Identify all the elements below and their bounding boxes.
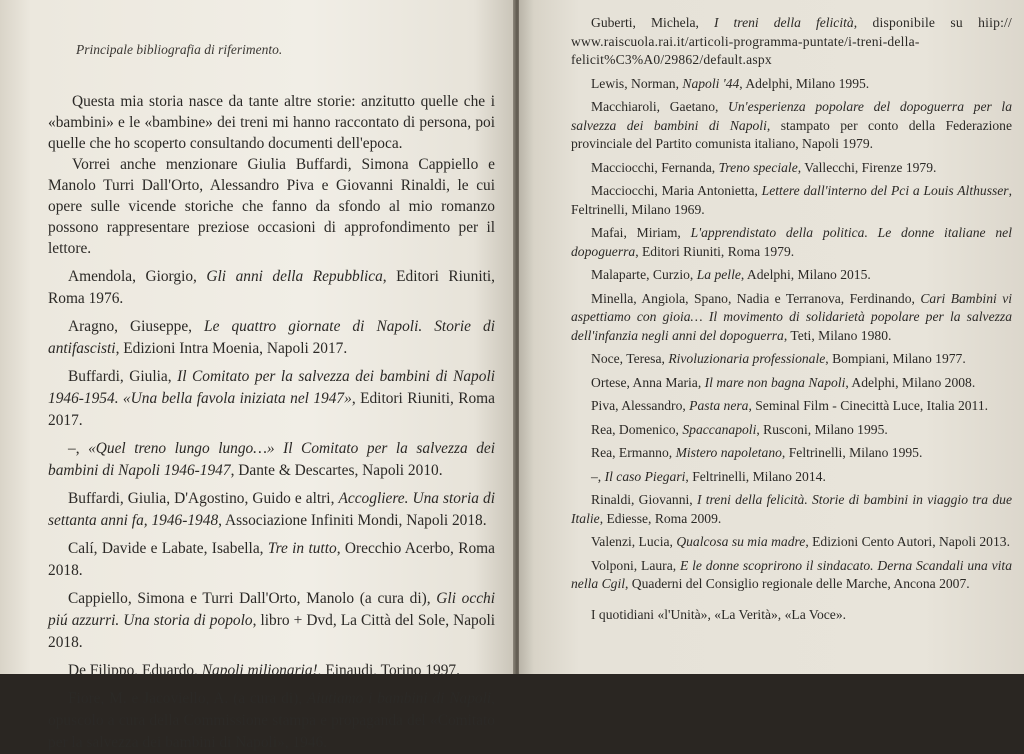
reference-entry <box>48 660 495 682</box>
reference-author: Macciocchi, Fernanda, <box>591 159 719 175</box>
reference-details: , Feltrinelli, Milano 2014. <box>685 468 826 484</box>
reference-details: , Adelphi, Milano 2008. <box>845 374 976 390</box>
reference-author: Volponi, Laura, <box>591 557 680 573</box>
reference-entry <box>571 421 1012 440</box>
reference-author: Piva, Alessandro, <box>591 398 690 413</box>
reference-entry <box>48 266 495 310</box>
reference-title: Mistero napoletano <box>675 445 782 460</box>
reference-details: , Dante & Descartes, Napoli 2010. <box>230 462 443 479</box>
reference-title: L'apprendistato della politica. Le donne italiane nel dopoguerra <box>571 225 1012 259</box>
reference-details: , stampato per conto della Federazione provinciale del Partito comunista italiano, Napoli 1979. <box>571 117 1013 151</box>
reference-author: Rinaldi, Giovanni, <box>591 492 697 507</box>
reference-title: I treni della felicità. Storie di bambini in viaggio tra due Italie <box>571 492 1012 526</box>
reference-entry <box>48 588 495 654</box>
reference-entry <box>571 350 1012 369</box>
reference-entry <box>48 366 495 432</box>
reference-entry <box>571 491 1012 528</box>
reference-details: , Edizioni Intra Moenia, Napoli 2017. <box>115 340 348 357</box>
intro-paragraph: Vorrei anche menzionare Giulia Buffardi, Simona Cappiello e Manolo Turri Dall'Orto, Alessandro Piva e Giovanni Rinaldi, le cui opere sulle vicende storiche che fanno da sfondo al mio romanzo possono rappresentare preziose occasioni di approfondimento per il lettore. <box>48 156 495 257</box>
reference-author: Rea, Domenico, <box>591 421 683 437</box>
reference-details: , Editori Riuniti, Roma 2017. <box>48 390 495 429</box>
reference-author: Buffardi, Giulia, D'Agostino, Guido e altri, <box>68 490 339 507</box>
reference-author: Ortese, Anna Maria, <box>591 374 705 390</box>
reference-details: , Teti, Milano 1980. <box>783 327 892 343</box>
reference-title: Il caso Piegari <box>604 468 686 484</box>
reference-title: Qualcosa su mia madre <box>676 534 806 549</box>
reference-details: , libro + Dvd, La Città del Sole, Napoli 2018. <box>48 612 495 651</box>
reference-title: Il Comitato per la salvezza dei bambini di Napoli 1946-1954. «Una bella favola iniziata nel 1947» <box>48 368 495 407</box>
bibliography-heading: Principale bibliografia di riferimento. <box>76 42 283 57</box>
reference-details: , Feltrinelli, Milano 1995. <box>781 445 923 460</box>
reference-title: Aiutiamo i bambini di Napoli <box>306 690 492 707</box>
reference-entry <box>571 557 1012 594</box>
reference-title: Gli anni della Repubblica <box>206 268 383 285</box>
reference-author: Calí, Davide e Labate, Isabella, <box>68 540 268 557</box>
reference-entry <box>571 14 1012 70</box>
reference-details: , Adelphi, Milano 2015. <box>740 267 871 282</box>
reference-title: Napoli milionaria! <box>201 662 318 679</box>
reference-author: Valenzi, Lucia, <box>591 534 677 549</box>
reference-title: Lettere dall'interno del Pci a Louis Althusser <box>761 183 1009 198</box>
reference-entry <box>571 224 1012 261</box>
reference-title: Un'esperienza popolare del dopoguerra per la salvezza dei bambini di Napoli <box>571 99 1012 133</box>
newspapers-note: I quotidiani «l'Unità», «La Verità», «La Voce». <box>591 606 847 622</box>
reference-title: Accogliere. Una storia di settanta anni fa, 1946-1948 <box>48 490 495 529</box>
left-reference-list <box>48 266 495 754</box>
reference-author: Lewis, Norman, <box>591 75 683 91</box>
reference-details: , opuscolo a cura della Commissione stampa e propaganda del «Comitato per la salvezza dei bambini di Napoli», 1946. <box>48 690 495 751</box>
reference-details: , Bompiani, Milano 1977. <box>825 351 966 366</box>
reference-author: –, <box>68 440 89 457</box>
reference-details: , Seminal Film - Cinecittà Luce, Italia 2011. <box>748 398 989 413</box>
reference-details: , Quaderni del Consiglio regionale delle Marche, Ancona 2007. <box>625 576 970 591</box>
reference-author: Amendola, Giorgio, <box>68 268 207 285</box>
right-reference-list <box>571 14 1012 594</box>
reference-title: Napoli '44 <box>682 75 740 91</box>
reference-details: , Adelphi, Milano 1995. <box>739 75 870 91</box>
reference-details: , Feltrinelli, Milano 1969. <box>571 183 1013 217</box>
reference-details: , Associazione Infiniti Mondi, Napoli 2018. <box>218 512 487 529</box>
reference-entry <box>571 468 1012 487</box>
reference-title: E le donne scoprirono il sindacato. Derna Scandali una vita nella Cgil <box>571 557 1013 591</box>
reference-author: Guberti, Michela, <box>591 15 714 30</box>
reference-title: Pasta nera <box>689 398 749 413</box>
reference-entry <box>571 182 1012 219</box>
reference-details: , Editori Riuniti, Roma 1979. <box>635 243 795 259</box>
reference-title: Il mare non bagna Napoli <box>704 374 846 390</box>
reference-author: Minella, Angiola, Spano, Nadia e Terranova, Ferdinando, <box>591 290 921 306</box>
right-page <box>519 0 1024 674</box>
reference-details: , Vallecchi, Firenze 1979. <box>797 159 937 175</box>
reference-details: , Edizioni Cento Autori, Napoli 2013. <box>805 534 1010 549</box>
reference-author: Fiore, M. e Jacoviello, A. (a cura di), <box>68 690 307 707</box>
reference-title: Treno speciale <box>718 159 798 175</box>
reference-entry <box>571 75 1012 94</box>
reference-entry <box>571 159 1012 178</box>
reference-author: Mafai, Miriam, <box>591 225 691 240</box>
reference-author: Rea, Ermanno, <box>591 445 676 460</box>
reference-entry <box>571 374 1012 393</box>
reference-entry <box>48 488 495 532</box>
reference-entry <box>571 290 1012 346</box>
reference-entry <box>571 397 1012 416</box>
reference-author: De Filippo, Eduardo, <box>68 662 202 679</box>
reference-entry <box>571 444 1012 463</box>
reference-title: Le quattro giornate di Napoli. Storie di antifascisti <box>48 318 495 357</box>
reference-title: Rivoluzionaria professionale <box>668 351 826 366</box>
reference-author: Cappiello, Simona e Turri Dall'Orto, Manolo (a cura di), <box>68 590 437 607</box>
reference-title: La pelle <box>696 267 741 282</box>
reference-title: Gli occhi piú azzurri. Una storia di popolo <box>48 590 495 629</box>
reference-details: , Ediesse, Roma 2009. <box>599 510 722 526</box>
reference-details: , Orecchio Acerbo, Roma 2018. <box>48 540 495 579</box>
reference-author: Buffardi, Giulia, <box>68 368 178 385</box>
reference-author: Macciocchi, Maria Antonietta, <box>591 183 762 198</box>
reference-author: Macchiaroli, Gaetano, <box>591 99 729 114</box>
reference-entry <box>571 266 1012 285</box>
intro-paragraph: Questa mia storia nasce da tante altre storie: anzitutto quelle che i «bambini» e le «bambine» dei treni mi hanno raccontato di persona, poi quelle che ho scoperto consultando documenti dell'epoca. <box>48 93 495 152</box>
reference-entry <box>571 98 1012 154</box>
reference-details: , Einaudi, Torino 1997. <box>317 662 460 679</box>
reference-entry <box>48 538 495 582</box>
reference-title: I treni della felicità <box>713 15 854 30</box>
reference-entry <box>48 438 495 482</box>
reference-details: , Rusconi, Milano 1995. <box>756 421 888 437</box>
reference-author: Malaparte, Curzio, <box>591 267 697 282</box>
reference-title: Spaccanapoli <box>682 421 757 437</box>
reference-author: –, <box>591 468 605 484</box>
reference-author: Noce, Teresa, <box>591 351 669 366</box>
reference-entry <box>571 533 1012 552</box>
reference-details: , Editori Riuniti, Roma 1976. <box>48 268 495 307</box>
reference-author: Aragno, Giuseppe, <box>68 318 205 335</box>
reference-title: «Quel treno lungo lungo…» Il Comitato per la salvezza dei bambini di Napoli 1946-1947 <box>48 440 496 479</box>
reference-title: Cari Bambini vi aspettiamo con gioia… Il movimento di solidarietà popolare per la salvezza dell'infanzia negli anni del dopoguerra <box>571 290 1012 343</box>
reference-title: Tre in tutto <box>267 540 337 557</box>
intro-text <box>48 91 495 259</box>
reference-entry <box>48 316 495 360</box>
reference-details: , disponibile su hiip:// www.raiscuola.rai.it/articoli-programma-puntate/i-treni-della-felicit%C3%A0/29862/default.aspx <box>571 15 1012 67</box>
reference-entry <box>48 688 495 754</box>
